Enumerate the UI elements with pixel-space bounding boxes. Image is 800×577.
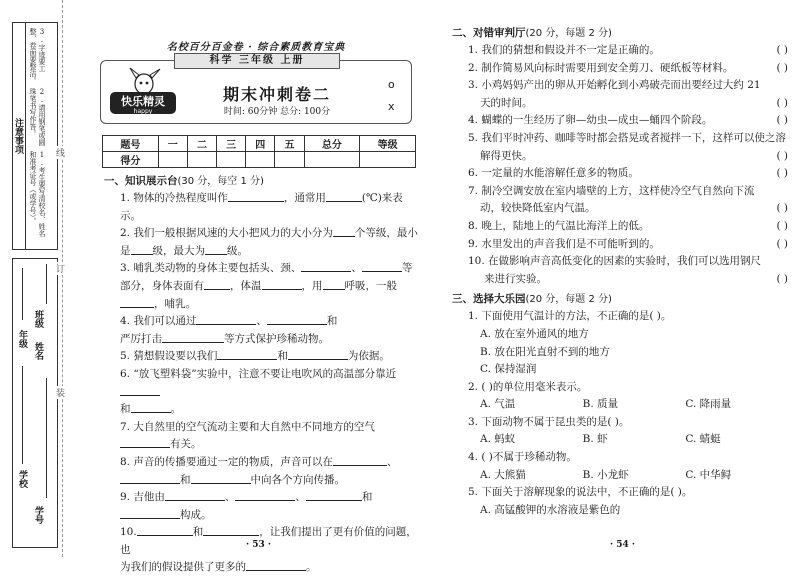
- score-cell[interactable]: [275, 152, 304, 168]
- q-text: 为我们的假设提供了更多的: [120, 561, 246, 574]
- option-text: A. 放在室外通风的地方: [480, 327, 589, 340]
- note-item: 2.请用钢笔或圆珠笔书写作答。: [29, 87, 46, 146]
- mc-option[interactable]: B. 虾: [582, 433, 608, 446]
- q-text: 6. 一定量的水能溶解任意多的物质。: [468, 167, 639, 180]
- blank[interactable]: [323, 279, 345, 290]
- mc-stem: [452, 379, 788, 397]
- blank[interactable]: [288, 349, 348, 360]
- blank[interactable]: [326, 191, 362, 202]
- mc-option[interactable]: [452, 344, 788, 362]
- q-text: 呼吸，一般: [344, 279, 397, 292]
- q-text: 10. 在做影响声音高低变化的因素的实验时，我们可以选用钢尺: [468, 255, 762, 268]
- question-9: [104, 489, 422, 524]
- blank[interactable]: [120, 508, 180, 519]
- mc-stem: [452, 308, 788, 326]
- q-text: ，体温: [230, 279, 262, 292]
- question-8: [104, 454, 422, 489]
- logo-subtext: happy: [133, 108, 153, 115]
- blank[interactable]: [262, 279, 302, 290]
- option-text: A. 高锰酸钾的水溶液是紫色的: [480, 503, 621, 516]
- score-table: [102, 135, 416, 168]
- blank[interactable]: [162, 332, 224, 343]
- binding-strip: [0, 0, 96, 557]
- grade-line[interactable]: [22, 268, 23, 320]
- school-line[interactable]: [22, 366, 23, 464]
- tf-item: [452, 130, 788, 148]
- q-text: 9. 吉他由: [120, 491, 165, 504]
- q-text: 8. 晚上，陆地上的气温比海洋上的低。: [468, 219, 650, 232]
- tf-item-cont: [452, 200, 788, 218]
- q-text: 3. 小鸡妈妈产出的卵从开始孵化到小鸡破壳而出要经过大约 21: [468, 79, 761, 92]
- section-title-text: 一、知识展示台: [104, 175, 178, 187]
- q-text: 个等级，最小: [354, 227, 418, 240]
- blank[interactable]: [120, 297, 154, 308]
- mc-options: [452, 431, 788, 449]
- score-cell[interactable]: [217, 152, 246, 168]
- q-text: 8. 声音的传播要通过一定的物质，声音可以在: [120, 455, 333, 468]
- section-title-text: 二、对错审判厅: [452, 27, 526, 39]
- q-text: 和: [180, 473, 191, 486]
- tf-item: [452, 77, 788, 95]
- q-text: 和: [120, 403, 131, 416]
- mc-option[interactable]: A. 大熊猫: [480, 468, 526, 481]
- q-text: 5. 猜想假设要以我们: [120, 350, 218, 363]
- tf-item-cont: [452, 148, 788, 166]
- answer-paren[interactable]: ( ): [776, 96, 788, 109]
- blank[interactable]: [131, 244, 153, 255]
- q-text: 5. 我们平时冲药、咖啡等时都会搭晃或者搅拌一下，这样可以使之溶: [468, 131, 786, 144]
- q-text: 、: [224, 491, 236, 504]
- blank[interactable]: [191, 473, 251, 484]
- blank[interactable]: [137, 525, 193, 536]
- q-text: 和: [361, 491, 373, 504]
- mc-option[interactable]: [452, 502, 788, 520]
- blank[interactable]: [120, 473, 180, 484]
- exam-meta: 时间: 60分钟 总分: 100分: [223, 107, 331, 117]
- q-text: 7. 制冷空调安放在室内墙壁的上方，这样使冷空气自然向下流: [468, 184, 755, 197]
- blank[interactable]: [196, 314, 256, 325]
- mc-option[interactable]: B. 质量: [582, 398, 619, 411]
- mc-option[interactable]: [452, 361, 788, 379]
- q-text: 4. ( )不属于珍稀动物。: [468, 451, 577, 464]
- table-cell: 五: [275, 136, 304, 152]
- score-cell[interactable]: [187, 152, 216, 168]
- table-cell: 题号: [103, 136, 159, 152]
- table-cell: 等级: [360, 136, 416, 152]
- q-text: (℃)来表示。: [120, 192, 403, 222]
- blank[interactable]: [228, 191, 284, 202]
- tf-item: [452, 218, 788, 236]
- blank[interactable]: [217, 349, 277, 360]
- section-knowledge: [104, 172, 422, 577]
- q-text: 构成。: [180, 508, 212, 521]
- question-6: [104, 366, 422, 419]
- q-text: 2. ( )的单位用毫米表示。: [468, 380, 588, 393]
- table-cell: 二: [187, 136, 216, 152]
- section-title: [452, 290, 788, 306]
- blank[interactable]: [120, 385, 160, 396]
- q-text: 和: [192, 526, 204, 539]
- q-text: 1. 下面使用气温计的方法，不正确的是( )。: [468, 310, 672, 323]
- question-2: [104, 225, 422, 260]
- q-text: 为依据。: [347, 350, 390, 363]
- table-cell: 三: [217, 136, 246, 152]
- blank[interactable]: [333, 226, 355, 237]
- score-table-head: [103, 136, 416, 152]
- q-text: 和: [326, 315, 338, 328]
- grade-label: 年级: [17, 330, 27, 348]
- score-cell[interactable]: [304, 152, 360, 168]
- score-table-row: [103, 152, 416, 168]
- q-text: 5. 下面关于溶解现象的说法中，不正确的是( )。: [468, 486, 693, 499]
- blank[interactable]: [131, 402, 171, 413]
- q-text: 部分，身体表面有: [120, 279, 204, 292]
- mc-stem: [452, 414, 788, 432]
- blank[interactable]: [120, 437, 170, 448]
- brand-line: 名校百分百金卷 · 综合素质教育宝典: [166, 42, 346, 53]
- q-text: 2. 我们一般根据风速的大小把风力的大小分为: [120, 227, 333, 240]
- q-text: ，用: [301, 279, 323, 292]
- section-scoring: (30 分，每空 1 分): [177, 176, 264, 187]
- note-item: 1.考生要写清校名、姓名和准考证号（或学号）。: [29, 151, 46, 238]
- q-text: 3. 下面动物不属于昆虫类的是( )。: [468, 415, 630, 428]
- mc-option[interactable]: A. 气温: [480, 398, 516, 411]
- answer-paren[interactable]: ( ): [776, 114, 788, 127]
- q-text: 2. 制作简易风向标时需要用到安全剪刀、硬纸板等材料。: [468, 61, 734, 74]
- question-3: [104, 260, 422, 313]
- q-text: 。: [170, 403, 181, 416]
- q-text: 有关。: [170, 438, 202, 451]
- table-cell: 得分: [103, 152, 159, 168]
- answer-paren[interactable]: ( ): [776, 219, 788, 232]
- q-text: 级。: [227, 244, 248, 257]
- blank[interactable]: [246, 560, 306, 571]
- logo-text: 快乐精灵: [121, 95, 165, 108]
- subject-grade-bar: 科学 三年级 上册: [174, 53, 340, 69]
- q-text: 等方式保护珍稀动物。: [224, 332, 329, 345]
- mc-option[interactable]: B. 小龙虾: [582, 468, 629, 481]
- blank[interactable]: [204, 279, 230, 290]
- class-line[interactable]: [46, 264, 47, 304]
- score-cell[interactable]: [158, 152, 187, 168]
- table-cell: 四: [246, 136, 275, 152]
- section-title-text: 三、选择大乐园: [452, 293, 526, 306]
- score-cell[interactable]: [360, 152, 416, 168]
- q-text: 4. 我们可以通过: [120, 315, 197, 328]
- tf-item: [452, 165, 788, 183]
- q-text: 天的时间。: [480, 96, 533, 109]
- note-item: 3.字迹要工整，卷面要整洁。: [29, 27, 46, 84]
- q-text: 严厉打击: [120, 332, 162, 345]
- blank[interactable]: [333, 455, 387, 466]
- notes-list: [28, 28, 46, 243]
- name-label: 姓名: [33, 342, 43, 360]
- tf-item: [452, 236, 788, 254]
- q-text: 等: [401, 262, 413, 275]
- q-text: 6. “放飞塑料袋”实验中，注意不要让电吹风的高温部分靠近: [120, 367, 397, 380]
- exam-title: 期末冲刺卷二: [222, 85, 331, 104]
- question-1: [104, 190, 422, 225]
- mc-stem: [452, 449, 788, 467]
- q-text: 中向各个方向传播。: [250, 473, 345, 486]
- student-info-box: [12, 258, 58, 548]
- tf-item: [452, 183, 788, 201]
- tf-item: [452, 42, 788, 60]
- answer-paren[interactable]: ( ): [776, 44, 788, 56]
- blank[interactable]: [267, 314, 327, 325]
- mc-option[interactable]: A. 蚂蚁: [480, 433, 516, 446]
- q-text: 3. 哺乳类动物的身体主要包括头、颈、: [120, 262, 302, 275]
- answer-paren[interactable]: ( ): [776, 272, 788, 285]
- q-text: 、: [386, 455, 398, 468]
- name-line[interactable]: [46, 378, 47, 498]
- blank[interactable]: [306, 490, 362, 501]
- seal-char: 装: [56, 386, 65, 399]
- blank[interactable]: [165, 490, 225, 501]
- mc-stem: [452, 484, 788, 502]
- tf-item: [452, 253, 788, 271]
- q-text: ，让我们提出了更有价值的问题，也: [120, 526, 417, 556]
- table-cell: 一: [158, 136, 187, 152]
- page-number: · 54 ·: [610, 540, 636, 550]
- mc-option[interactable]: C. 中华鲟: [685, 468, 732, 481]
- section-title: [452, 24, 788, 40]
- q-text: 是: [120, 244, 131, 257]
- q-text: ，哺乳。: [154, 297, 196, 310]
- class-label: 班级: [33, 310, 43, 328]
- q-text: 解得更快。: [480, 149, 533, 162]
- option-text: B. 放在阳光直射不到的地方: [480, 345, 610, 358]
- q-text: 、: [295, 491, 306, 504]
- q-text: 9. 水里发出的声音我们是不可能听到的。: [468, 237, 660, 250]
- mc-option[interactable]: C. 降雨量: [685, 398, 732, 411]
- option-text: C. 保持湿润: [480, 363, 537, 376]
- section-scoring: (20 分，每题 2 分): [525, 294, 612, 306]
- score-cell[interactable]: [246, 152, 275, 168]
- page-number: · 53 ·: [246, 540, 272, 550]
- answer-paren[interactable]: ( ): [776, 202, 788, 215]
- answer-paren[interactable]: ( ): [776, 149, 788, 162]
- q-text: 、: [256, 315, 267, 328]
- question-4: [104, 313, 422, 348]
- right-page: [452, 24, 788, 519]
- left-page: [96, 0, 436, 574]
- q-text: 7. 大自然里的空气流动主要和大自然中不同地方的空气: [120, 420, 375, 433]
- mc-option[interactable]: C. 蜻蜓: [685, 433, 721, 446]
- q-text: 4. 蝴蝶的一生经历了卵—幼虫—成虫—蛹四个阶段。: [468, 114, 713, 127]
- blank[interactable]: [362, 261, 402, 272]
- q-text: 来进行实验。: [484, 272, 547, 285]
- mc-options: [452, 396, 788, 414]
- q-text: 。: [306, 561, 317, 574]
- tf-item: [452, 112, 788, 130]
- wrong-mark-icon: x: [388, 100, 395, 113]
- answer-paren[interactable]: ( ): [776, 167, 788, 180]
- section-scoring: (20 分，每题 2 分): [525, 28, 612, 39]
- tf-item: [452, 60, 788, 78]
- question-7: [104, 419, 422, 454]
- answer-paren[interactable]: ( ): [776, 237, 788, 250]
- seal-char: 订: [56, 262, 65, 275]
- q-text: 1. 我们的猜想和假设并不一定是正确的。: [468, 44, 660, 56]
- q-text: 、: [351, 262, 362, 275]
- correct-mark-icon: o: [388, 78, 395, 91]
- blank[interactable]: [205, 244, 227, 255]
- tf-item-cont: [452, 271, 788, 289]
- blank[interactable]: [235, 490, 295, 501]
- notes-title: 注意事项: [12, 22, 26, 250]
- answer-paren[interactable]: ( ): [776, 61, 788, 74]
- section-title: [104, 172, 422, 188]
- seal-char: 线: [56, 146, 65, 159]
- seal-line: [62, 0, 63, 557]
- table-cell: 总分: [304, 136, 360, 152]
- question-10: [104, 524, 422, 577]
- student-id-label: 学号: [33, 506, 43, 524]
- blank[interactable]: [301, 261, 351, 272]
- mc-option[interactable]: [452, 326, 788, 344]
- q-text: 1. 物体的冷热程度叫作: [120, 192, 228, 204]
- blank[interactable]: [203, 525, 259, 536]
- q-text: ，通常用: [283, 192, 326, 204]
- q-text: 和: [277, 350, 288, 363]
- q-text: 10.: [120, 526, 137, 539]
- q-text: 级，最大为: [152, 244, 205, 257]
- q-text: 动，较快降低室内气温。: [480, 202, 596, 215]
- tf-item-cont: [452, 95, 788, 113]
- question-5: [104, 348, 422, 366]
- mc-options: [452, 467, 788, 485]
- mascot-logo: [108, 68, 178, 116]
- school-label: 学校: [17, 470, 27, 488]
